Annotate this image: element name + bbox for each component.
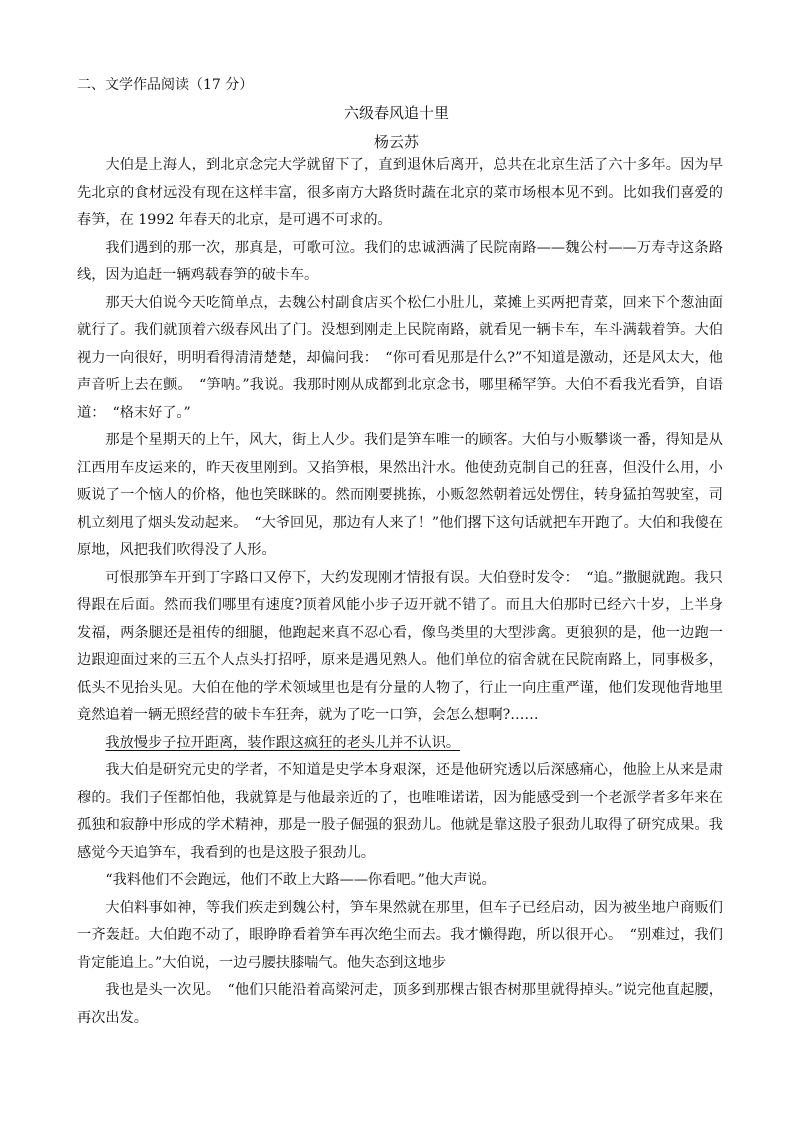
article-body <box>77 152 723 1032</box>
paragraph: “我料他们不会跑远，他们不敢上大路——你看吧。”他大声说。 <box>105 872 496 888</box>
underlined-paragraph <box>77 730 723 758</box>
paragraph: 那天大伯说今天吃简单点，去魏公村副食店买个松仁小肚儿，菜摊上买两把青菜，回来下个葱油面就行了。我们就顶着六级春风出了门。没想到刚走上民院南路，就看见一辆卡车，车斗满载着笋。大伯视力一向很好，明明看得清清楚楚，却偏问我： “你可看见那是什么?”不知道是激动，还是风太大，他声音听上去在颤。 “笋呐。”我说。我那时刚从成都到北京念书，哪里稀罕笋。大伯不看我光看笋，自语道： “格末好了。” <box>77 294 723 421</box>
article-title: 六级春风追十里 <box>343 104 449 122</box>
article-author: 杨云苏 <box>373 133 419 151</box>
paragraph: 我大伯是研究元史的学者，不知道是史学本身艰深，还是他研究透以后深感痛心，他脸上从来是肃穆的。我们子侄都怕他，我就算是与他最亲近的了，也唯唯诺诺，因为能感受到一个老派学者多年来在孤独和寂静中形成的学术精神，那是一股子倔强的狠劲儿。他就是靠这股子狠劲儿取得了研究成果。我感觉今天追笋车，我看到的也是这股子狠劲儿。 <box>77 762 723 861</box>
underlined-sentence: 我放慢步子拉开距离，装作跟这疯狂的老头儿并不认识。 <box>105 734 461 751</box>
paragraph: 我们遇到的那一次，那真是，可歌可泣。我们的忠诚洒满了民院南路——魏公村——万寿寺这条路线，因为追赶一辆鸡载春笋的破卡车。 <box>77 239 723 283</box>
paragraph: 大伯料事如神，等我们疾走到魏公村，笋车果然就在那里，但车子已经启动，因为被坐地户商贩们一齐轰赶。大伯跑不动了，眼睁睁看着笋车再次绝尘而去。我才懒得跑，所以很开心。 “别难过，我们肯定能追上。”大伯说，一边弓腰扶膝喘气。他失态到这地步 <box>77 899 723 971</box>
section-heading: 二、文学作品阅读（17 分） <box>77 77 254 93</box>
paragraph: 大伯是上海人，到北京念完大学就留下了，直到退休后离开，总共在北京生活了六十多年。因为早先北京的食材远没有现在这样丰富，很多南方大路货时蔬在北京的菜市场根本见不到。比如我们喜爱的春笋，在 1992 年春天的北京，是可遇不可求的。 <box>77 157 723 228</box>
paragraph: 那是个星期天的上午，风大，街上人少。我们是笋车唯一的顾客。大伯与小贩攀谈一番，得知是从江西用车皮运来的，昨天夜里刚到。又掐笋根，果然出汁水。他使劲克制自己的狂喜，但没什么用，小贩说了一个恼人的价格，他也笑眯眯的。然而刚要挑拣，小贩忽然朝着远处愣住，转身猛拍驾驶室，司机立刻甩了烟头发动起来。 “大爷回见，那边有人来了！”他们撂下这句话就把车开跑了。大伯和我傻在原地，风把我们吹得没了人形。 <box>77 432 723 558</box>
paragraph: 可恨那笋车开到丁字路口又停下，大约发现刚才情报有误。大伯登时发令： “追。”撒腿就跑。我只得跟在后面。然而我们哪里有速度?顶着风能小步子迈开就不错了。而且大伯那时已经六十岁，上半身发福，两条腿还是祖传的细腿，他跑起来真不忍心看，像鸟类里的大型涉禽。更狼狈的是，他一边跑一边跟迎面过来的三五个人点头打招呼，原来是遇见熟人。他们单位的宿舍就在民院南路上，同事极多，低头不见抬头见。大伯在他的学术领域里也是有分量的人物了，行止一向庄重严谨，他们发现他背地里竟然追着一辆无照经营的破卡车狂奔，就为了吃一口笋，会怎么想啊?…… <box>77 569 723 723</box>
paragraph: 我也是头一次见。 “他们只能沿着高梁河走，顶多到那棵古银杏树那里就得掉头。”说完他直起腰，再次出发。 <box>77 982 723 1026</box>
